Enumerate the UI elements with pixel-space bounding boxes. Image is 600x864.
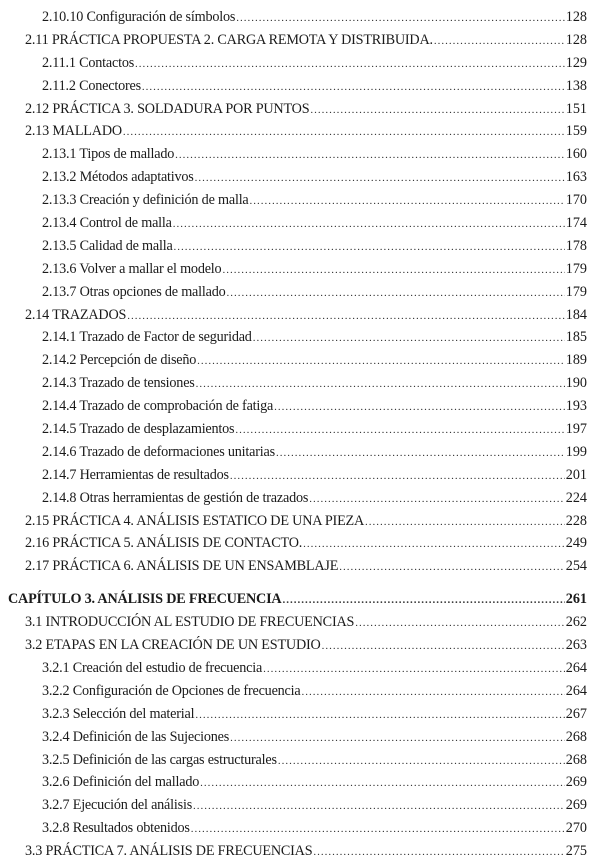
entry-title: 2.13.7 Otras opciones de mallado bbox=[42, 283, 226, 300]
toc-entry bbox=[0, 726, 600, 749]
entry-title: 2.14.6 Trazado de deformaciones unitarias bbox=[42, 443, 275, 460]
dot-leader bbox=[322, 635, 565, 658]
toc-entry bbox=[0, 794, 600, 817]
entry-page-number: 174 bbox=[565, 215, 587, 232]
toc-entry bbox=[0, 166, 600, 189]
entry-title: CAPÍTULO 3. ANÁLISIS DE FRECUENCIA bbox=[8, 591, 282, 608]
toc-entry bbox=[0, 611, 600, 634]
dot-leader bbox=[236, 7, 565, 30]
entry-page-number: 193 bbox=[565, 398, 587, 415]
dot-leader bbox=[278, 750, 565, 773]
entry-title: 3.2.2 Configuración de Opciones de frecuencia bbox=[42, 682, 301, 699]
dot-leader bbox=[302, 681, 565, 704]
entry-title: 2.13.1 Tipos de mallado bbox=[42, 146, 175, 163]
entry-page-number: 268 bbox=[565, 728, 587, 745]
dot-leader bbox=[191, 818, 565, 841]
entry-page-number: 262 bbox=[565, 614, 587, 631]
dot-leader bbox=[135, 53, 565, 76]
dot-leader bbox=[303, 533, 565, 556]
entry-title: 2.14.1 Trazado de Factor de seguridad bbox=[42, 329, 252, 346]
entry-page-number: 264 bbox=[565, 682, 587, 699]
toc-entry bbox=[0, 75, 600, 98]
entry-title: 2.14 TRAZADOS bbox=[25, 306, 127, 323]
entry-title: 3.2.3 Selección del material bbox=[42, 705, 195, 722]
entry-page-number: 163 bbox=[565, 169, 587, 186]
toc-entry bbox=[0, 281, 600, 304]
entry-title: 3.1 INTRODUCCIÓN AL ESTUDIO DE FRECUENCIAS bbox=[25, 614, 355, 631]
toc-chapter-entry bbox=[0, 588, 600, 611]
entry-page-number: 268 bbox=[565, 751, 587, 768]
entry-page-number: 224 bbox=[565, 489, 587, 506]
dot-leader bbox=[174, 236, 565, 259]
entry-title: 2.13.6 Volver a mallar el modelo bbox=[42, 260, 222, 277]
dot-leader bbox=[173, 213, 565, 236]
entry-title: 2.12 PRÁCTICA 3. SOLDADURA POR PUNTOS bbox=[25, 100, 310, 117]
dot-leader bbox=[193, 795, 565, 818]
dot-leader bbox=[222, 259, 564, 282]
toc-entry bbox=[0, 189, 600, 212]
toc-entry bbox=[0, 840, 600, 863]
entry-page-number: 128 bbox=[565, 31, 587, 48]
dot-leader bbox=[200, 772, 565, 795]
dot-leader bbox=[365, 511, 565, 534]
dot-leader bbox=[235, 419, 564, 442]
dot-leader bbox=[310, 99, 564, 122]
entry-page-number: 275 bbox=[565, 843, 587, 860]
toc-entry bbox=[0, 52, 600, 75]
entry-page-number: 138 bbox=[565, 77, 587, 94]
dot-leader bbox=[253, 327, 565, 350]
entry-title: 3.2.5 Definición de las cargas estructurales bbox=[42, 751, 277, 768]
entry-page-number: 261 bbox=[565, 591, 587, 608]
toc-entry bbox=[0, 6, 600, 29]
entry-page-number: 197 bbox=[565, 421, 587, 438]
entry-page-number: 269 bbox=[565, 797, 587, 814]
toc-entry bbox=[0, 464, 600, 487]
entry-title: 2.11.1 Contactos bbox=[42, 54, 135, 71]
entry-title: 3.2.6 Definición del mallado bbox=[42, 774, 200, 791]
dot-leader bbox=[175, 144, 565, 167]
entry-page-number: 201 bbox=[565, 466, 587, 483]
entry-page-number: 184 bbox=[565, 306, 587, 323]
dot-leader bbox=[309, 488, 565, 511]
entry-title: 2.13.3 Creación y definición de malla bbox=[42, 192, 249, 209]
entry-title: 2.11.2 Conectores bbox=[42, 77, 141, 94]
toc-entry bbox=[0, 235, 600, 258]
entry-title: 3.2.1 Creación del estudio de frecuencia bbox=[42, 659, 263, 676]
dot-leader bbox=[197, 350, 565, 373]
entry-page-number: 254 bbox=[565, 558, 587, 575]
entry-title: 2.14.8 Otras herramientas de gestión de trazados bbox=[42, 489, 309, 506]
dot-leader bbox=[274, 396, 565, 419]
entry-title: 2.14.2 Percepción de diseño bbox=[42, 352, 197, 369]
dot-leader bbox=[123, 121, 565, 144]
entry-title: 3.2.7 Ejecución del análisis bbox=[42, 797, 193, 814]
entry-page-number: 178 bbox=[565, 237, 587, 254]
entry-title: 3.2.4 Definición de las Sujeciones bbox=[42, 728, 230, 745]
entry-page-number: 128 bbox=[565, 9, 587, 25]
toc-entry bbox=[0, 657, 600, 680]
entry-title: 2.17 PRÁCTICA 6. ANÁLISIS DE UN ENSAMBLAJE bbox=[25, 558, 339, 575]
entry-page-number: 151 bbox=[565, 100, 587, 117]
entry-title: 2.16 PRÁCTICA 5. ANÁLISIS DE CONTACTO. bbox=[25, 535, 303, 552]
entry-title: 2.13.5 Calidad de malla bbox=[42, 237, 173, 254]
entry-title: 2.14.4 Trazado de comprobación de fatiga bbox=[42, 398, 274, 415]
entry-page-number: 228 bbox=[565, 512, 587, 529]
entry-title: 3.2.8 Resultados obtenidos bbox=[42, 820, 190, 837]
toc-entry bbox=[0, 487, 600, 510]
dot-leader bbox=[250, 190, 565, 213]
entry-page-number: 190 bbox=[565, 375, 587, 392]
dot-leader bbox=[196, 373, 565, 396]
entry-page-number: 160 bbox=[565, 146, 587, 163]
toc-entry bbox=[0, 555, 600, 578]
entry-title: 3.2 ETAPAS EN LA CREACIÓN DE UN ESTUDIO bbox=[25, 637, 321, 654]
entry-page-number: 185 bbox=[565, 329, 587, 346]
toc-entry bbox=[0, 212, 600, 235]
dot-leader bbox=[282, 589, 564, 612]
dot-leader bbox=[434, 30, 565, 53]
toc-entry bbox=[0, 634, 600, 657]
entry-page-number: 249 bbox=[565, 535, 587, 552]
toc-entry bbox=[0, 29, 600, 52]
dot-leader bbox=[230, 465, 565, 488]
entry-title: 2.10.10 Configuración de símbolos bbox=[42, 9, 236, 25]
table-of-contents bbox=[0, 6, 600, 863]
entry-title: 2.13.4 Control de malla bbox=[42, 215, 172, 232]
entry-page-number: 189 bbox=[565, 352, 587, 369]
entry-title: 2.13 MALLADO bbox=[25, 123, 122, 140]
entry-page-number: 129 bbox=[565, 54, 587, 71]
entry-page-number: 263 bbox=[565, 637, 587, 654]
entry-page-number: 179 bbox=[565, 283, 587, 300]
toc-entry bbox=[0, 703, 600, 726]
dot-leader bbox=[142, 76, 565, 99]
dot-leader bbox=[313, 841, 564, 864]
toc-entry bbox=[0, 304, 600, 327]
dot-leader bbox=[339, 556, 565, 579]
entry-title: 3.3 PRÁCTICA 7. ANÁLISIS DE FRECUENCIAS bbox=[25, 843, 313, 860]
entry-page-number: 199 bbox=[565, 443, 587, 460]
entry-title: 2.13.2 Métodos adaptativos bbox=[42, 169, 194, 186]
toc-entry bbox=[0, 120, 600, 143]
toc-entry bbox=[0, 418, 600, 441]
toc-entry bbox=[0, 532, 600, 555]
entry-page-number: 159 bbox=[565, 123, 587, 140]
entry-page-number: 270 bbox=[565, 820, 587, 837]
toc-entry bbox=[0, 817, 600, 840]
entry-page-number: 267 bbox=[565, 705, 587, 722]
toc-entry bbox=[0, 680, 600, 703]
entry-page-number: 269 bbox=[565, 774, 587, 791]
toc-entry bbox=[0, 441, 600, 464]
entry-title: 2.14.5 Trazado de desplazamientos bbox=[42, 421, 235, 438]
toc-entry bbox=[0, 98, 600, 121]
toc-entry bbox=[0, 258, 600, 281]
toc-entry bbox=[0, 510, 600, 533]
toc-entry bbox=[0, 349, 600, 372]
dot-leader bbox=[263, 658, 565, 681]
entry-page-number: 179 bbox=[565, 260, 587, 277]
dot-leader bbox=[195, 704, 564, 727]
entry-title: 2.14.3 Trazado de tensiones bbox=[42, 375, 195, 392]
toc-entry bbox=[0, 749, 600, 772]
entry-title: 2.15 PRÁCTICA 4. ANÁLISIS ESTATICO DE UNA PIEZA bbox=[25, 512, 365, 529]
dot-leader bbox=[195, 167, 565, 190]
dot-leader bbox=[230, 727, 565, 750]
entry-title: 2.14.7 Herramientas de resultados bbox=[42, 466, 229, 483]
dot-leader bbox=[276, 442, 565, 465]
dot-leader bbox=[127, 305, 565, 328]
toc-entry bbox=[0, 372, 600, 395]
toc-entry bbox=[0, 395, 600, 418]
dot-leader bbox=[227, 282, 565, 305]
toc-entry bbox=[0, 143, 600, 166]
entry-page-number: 170 bbox=[565, 192, 587, 209]
entry-page-number: 264 bbox=[565, 659, 587, 676]
toc-entry bbox=[0, 771, 600, 794]
entry-title: 2.11 PRÁCTICA PROPUESTA 2. CARGA REMOTA Y DISTRIBUIDA. bbox=[25, 31, 433, 48]
dot-leader bbox=[355, 612, 565, 635]
toc-entry bbox=[0, 326, 600, 349]
